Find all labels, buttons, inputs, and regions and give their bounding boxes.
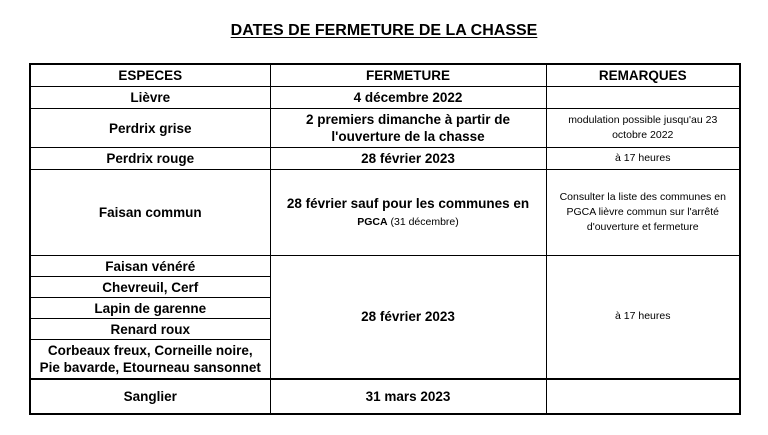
- page-title-text: DATES DE FERMETURE DE LA CHASSE: [230, 22, 538, 39]
- remarks-cell: [546, 109, 740, 148]
- species-line: Corbeaux freux, Corneille noire,: [47, 342, 253, 358]
- header-closing: FERMETURE: [270, 64, 546, 87]
- remarks-cell: [546, 170, 740, 256]
- closing-line: 28 février sauf pour les communes en: [286, 195, 530, 211]
- species-cell: Lièvre: [30, 87, 270, 109]
- table-row-faisan-venere: [30, 256, 740, 277]
- remarks-cell: [546, 379, 740, 414]
- closing-line: l'ouverture de la chasse: [331, 129, 485, 144]
- species-cell: Faisan vénéré: [30, 256, 270, 277]
- species-cell: Renard roux: [30, 319, 270, 340]
- remarks-line: d'ouverture et fermeture: [586, 221, 699, 233]
- table-row-sanglier: [30, 379, 740, 414]
- remarks-line: PGCA lièvre commun sur l'arrêté: [566, 206, 720, 218]
- pgca-date: (31 décembre): [387, 215, 459, 228]
- species-cell: Sanglier: [30, 379, 270, 414]
- remarks-cell: à 17 heures: [546, 256, 740, 379]
- species-cell: Perdrix grise: [30, 109, 270, 148]
- species-cell: [30, 340, 270, 379]
- closing-cell: 28 février 2023: [270, 148, 546, 170]
- remarks-cell: à 17 heures: [546, 148, 740, 170]
- closing-cell: [270, 170, 546, 256]
- species-line: Pie bavarde, Etourneau sansonnet: [39, 359, 261, 375]
- remarks-cell: [546, 87, 740, 109]
- closing-cell: 4 décembre 2022: [270, 87, 546, 109]
- table-row-faisan-commun: [30, 170, 740, 256]
- species-cell: Faisan commun: [30, 170, 270, 256]
- closing-cell: [270, 109, 546, 148]
- closing-cell: 28 février 2023: [270, 256, 546, 379]
- species-cell: Perdrix rouge: [30, 148, 270, 170]
- header-remarks: REMARQUES: [546, 64, 740, 87]
- table-row-perdrix-rouge: [30, 148, 740, 170]
- table-row-lievre: [30, 87, 740, 109]
- species-cell: Lapin de garenne: [30, 298, 270, 319]
- closing-line: 2 premiers dimanche à partir de: [305, 112, 511, 127]
- page-title: [0, 22, 768, 40]
- remarks-line: octobre 2022: [612, 129, 674, 141]
- species-cell: Chevreuil, Cerf: [30, 277, 270, 298]
- closing-cell: 31 mars 2023: [270, 379, 546, 414]
- pgca-label: PGCA: [357, 215, 388, 228]
- closing-line: [275, 212, 542, 231]
- table-row-perdrix-grise: [30, 109, 740, 148]
- header-row: [30, 64, 740, 87]
- remarks-line: Consulter la liste des communes en: [559, 191, 726, 203]
- closing-dates-table: [29, 63, 741, 415]
- header-species: ESPECES: [30, 64, 270, 87]
- remarks-line: modulation possible jusqu'au 23: [568, 114, 718, 126]
